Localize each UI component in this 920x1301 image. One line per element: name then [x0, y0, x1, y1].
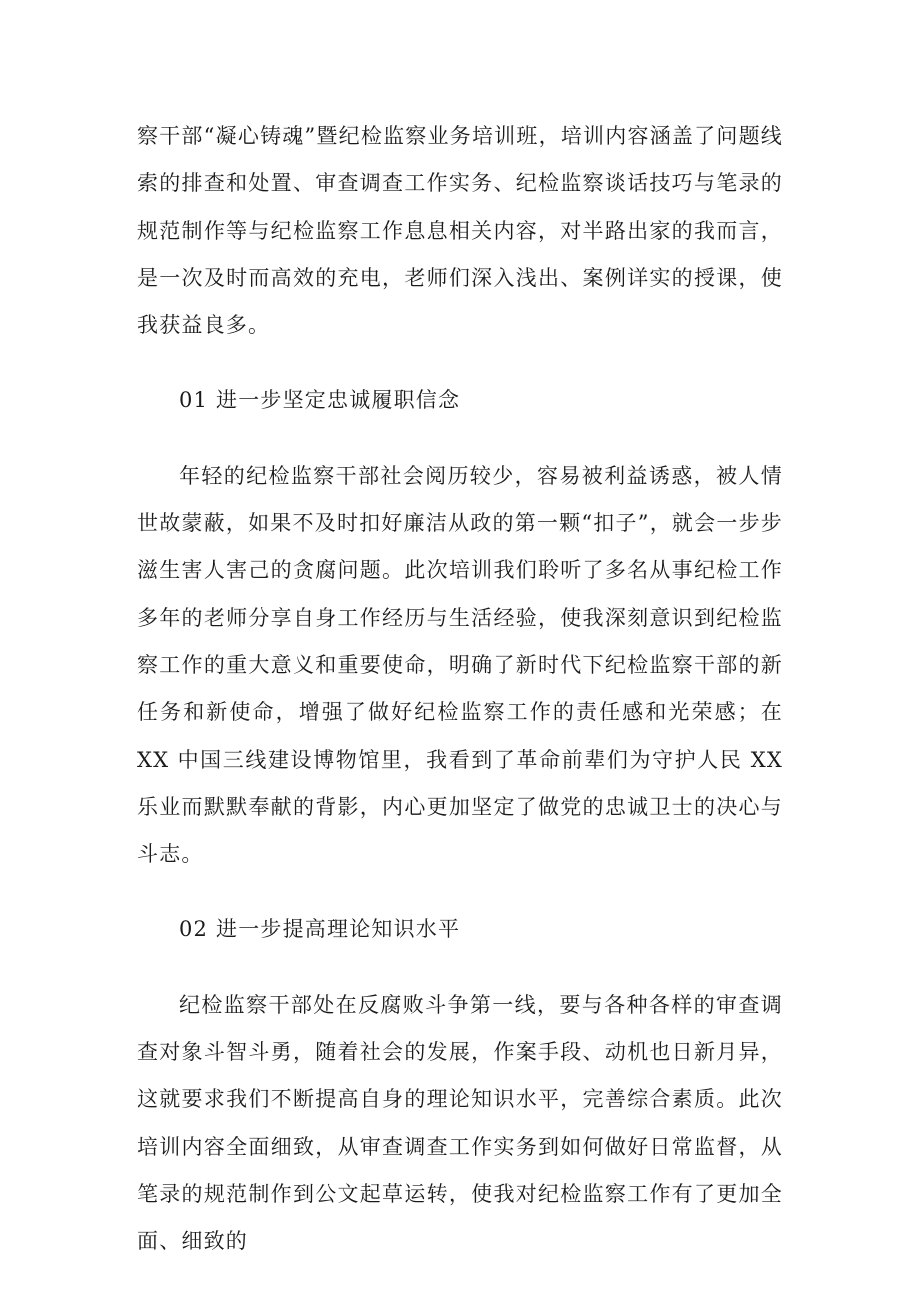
- section-heading-01: 01 进一步坚定忠诚履职信念: [179, 388, 461, 413]
- paragraph-loyalty: 年轻的纪检监察干部社会阅历较少，容易被利益诱惑，被人情世故蒙蔽，如果不及时扣好廉洁从政的第一颗“扣子”，就会一步步滋生害人害己的贪腐问题。此次培训我们聆听了多名从事纪检工作多年的老师分享自身工作经历与生活经验，使我深刻意识到纪检监察工作的重大意义和重要使命，明确了新时代下纪检监察干部的新任务和新使命，增强了做好纪检监察工作的责任感和光荣感；在 XX 中国三线建设博物馆里，我看到了革命前辈们为守护人民 XX 乐业而默默奉献的背影，内心更加坚定了做党的忠诚卫士的决心与斗志。: [137, 463, 783, 867]
- section-heading-02: 02 进一步提高理论知识水平: [179, 917, 461, 942]
- paragraph-theory: 纪检监察干部处在反腐败斗争第一线，要与各种各样的审查调查对象斗智斗勇，随着社会的发展，作案手段、动机也日新月异，这就要求我们不断提高自身的理论知识水平，完善综合素质。此次培训内容全面细致，从审查调查工作实务到如何做好日常监督，从笔录的规范制作到公文起草运转，使我对纪检监察工作有了更加全面、细致的: [137, 992, 783, 1254]
- paragraph-continuation: 察干部“凝心铸魂”暨纪检监察业务培训班，培训内容涵盖了问题线索的排查和处置、审查调查工作实务、纪检监察谈话技巧与笔录的规范制作等与纪检监察工作息息相关内容，对半路出家的我而言，是一次及时而高效的充电，老师们深入浅出、案例详实的授课，使我获益良多。: [137, 124, 783, 338]
- document-body: [137, 113, 783, 1294]
